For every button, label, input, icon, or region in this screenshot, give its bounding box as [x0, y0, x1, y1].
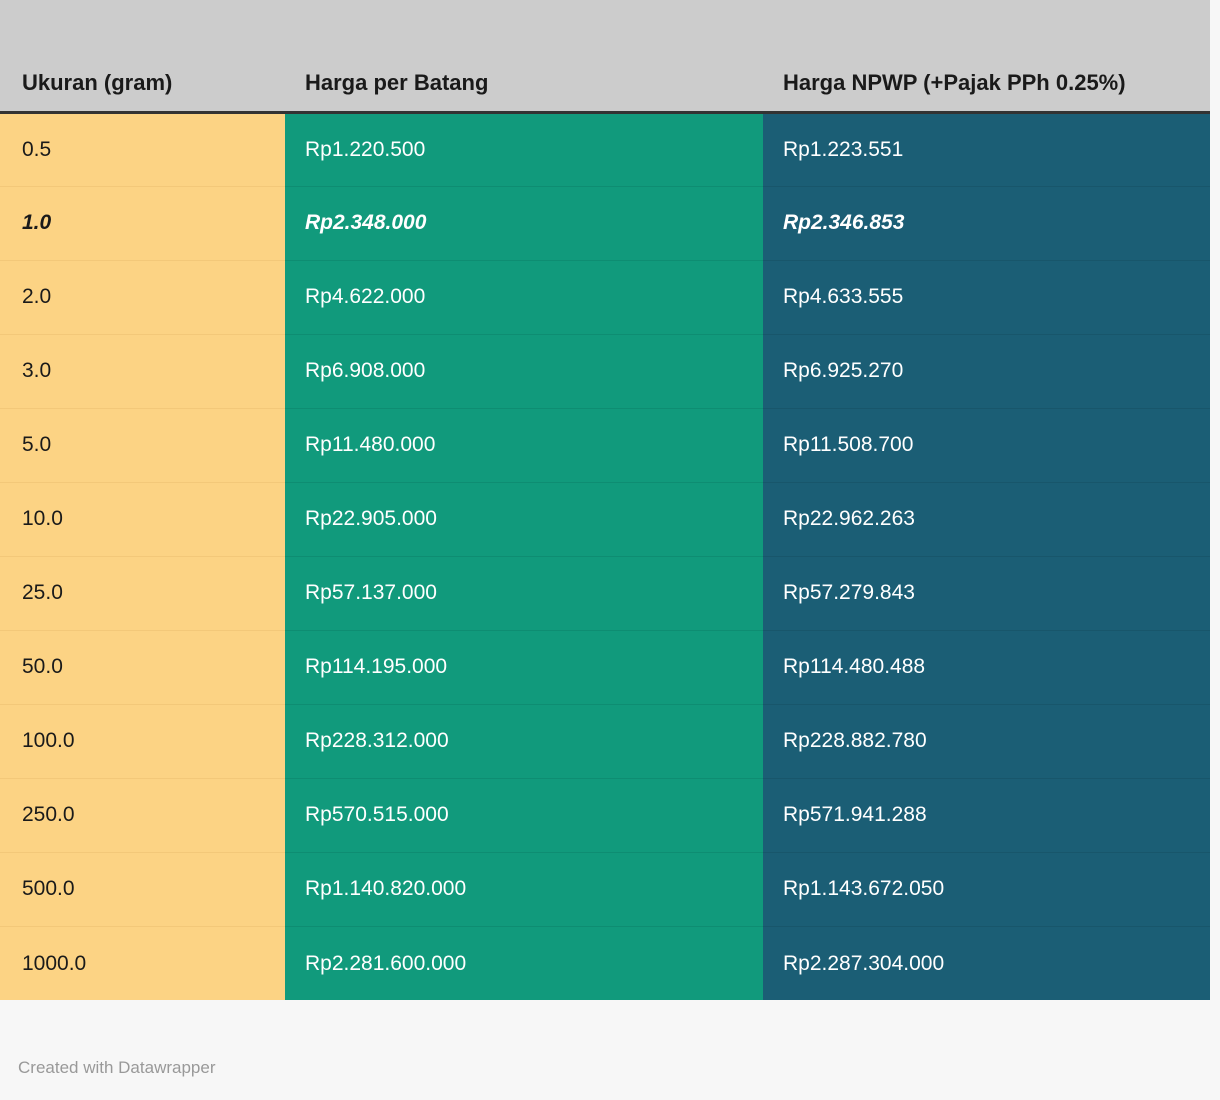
cell-size: 100.0	[0, 704, 285, 778]
cell-size: 50.0	[0, 630, 285, 704]
cell-price: Rp4.622.000	[285, 260, 763, 334]
table-row	[0, 852, 1210, 926]
cell-size: 1000.0	[0, 926, 285, 1000]
table-row	[0, 408, 1210, 482]
table-row	[0, 630, 1210, 704]
table-row	[0, 186, 1210, 260]
cell-size: 2.0	[0, 260, 285, 334]
cell-size: 500.0	[0, 852, 285, 926]
cell-size: 3.0	[0, 334, 285, 408]
chart-credit: Created with Datawrapper	[18, 1058, 216, 1077]
cell-price-npwp: Rp2.346.853	[763, 186, 1210, 260]
cell-price-npwp: Rp57.279.843	[763, 556, 1210, 630]
cell-price-npwp: Rp6.925.270	[763, 334, 1210, 408]
column-header-price-npwp: Harga NPWP (+Pajak PPh 0.25%)	[763, 0, 1210, 112]
cell-size: 10.0	[0, 482, 285, 556]
cell-price-npwp: Rp4.633.555	[763, 260, 1210, 334]
cell-price: Rp22.905.000	[285, 482, 763, 556]
cell-price: Rp57.137.000	[285, 556, 763, 630]
column-header-price: Harga per Batang	[285, 0, 763, 112]
table-row	[0, 260, 1210, 334]
table-body	[0, 112, 1210, 1000]
cell-size: 5.0	[0, 408, 285, 482]
cell-price-npwp: Rp571.941.288	[763, 778, 1210, 852]
cell-price: Rp6.908.000	[285, 334, 763, 408]
cell-price-npwp: Rp1.223.551	[763, 112, 1210, 186]
table-row	[0, 778, 1210, 852]
cell-price: Rp11.480.000	[285, 408, 763, 482]
cell-price-npwp: Rp11.508.700	[763, 408, 1210, 482]
column-header-size: Ukuran (gram)	[0, 0, 285, 112]
cell-price: Rp2.348.000	[285, 186, 763, 260]
table-header	[0, 0, 1210, 112]
cell-price-npwp: Rp22.962.263	[763, 482, 1210, 556]
cell-price: Rp1.220.500	[285, 112, 763, 186]
cell-price-npwp: Rp2.287.304.000	[763, 926, 1210, 1000]
cell-price: Rp2.281.600.000	[285, 926, 763, 1000]
table-row	[0, 482, 1210, 556]
cell-size: 0.5	[0, 112, 285, 186]
table-row	[0, 556, 1210, 630]
cell-size: 25.0	[0, 556, 285, 630]
cell-size: 1.0	[0, 186, 285, 260]
table-row	[0, 112, 1210, 186]
table-header-row	[0, 0, 1210, 112]
cell-price-npwp: Rp1.143.672.050	[763, 852, 1210, 926]
table-row	[0, 334, 1210, 408]
cell-size: 250.0	[0, 778, 285, 852]
cell-price-npwp: Rp114.480.488	[763, 630, 1210, 704]
cell-price-npwp: Rp228.882.780	[763, 704, 1210, 778]
table-row	[0, 926, 1210, 1000]
cell-price: Rp114.195.000	[285, 630, 763, 704]
cell-price: Rp570.515.000	[285, 778, 763, 852]
cell-price: Rp228.312.000	[285, 704, 763, 778]
table-row	[0, 704, 1210, 778]
cell-price: Rp1.140.820.000	[285, 852, 763, 926]
